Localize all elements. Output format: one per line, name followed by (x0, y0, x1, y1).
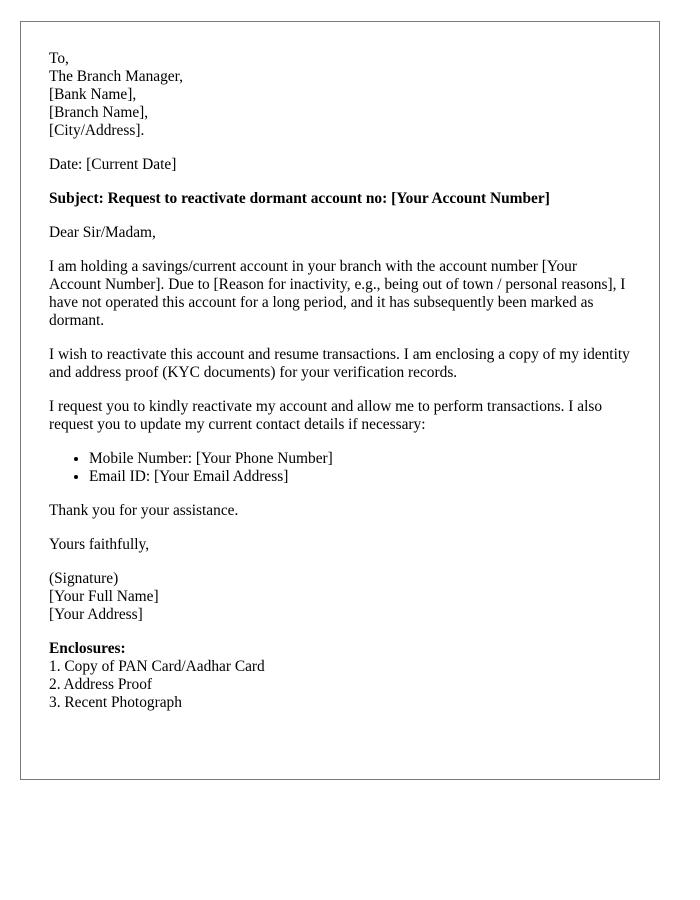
enclosure-item: 3. Recent Photograph (49, 694, 182, 711)
enclosure-item: 2. Address Proof (49, 676, 153, 693)
signature-line: (Signature) (49, 570, 119, 587)
body-paragraph: I wish to reactivate this account and resume transactions. I am enclosing a copy of my identity and address proof (KYC documents) for your verification records. (49, 346, 630, 381)
recipient-line: [Bank Name], (49, 86, 137, 103)
recipient-line: The Branch Manager, (49, 68, 183, 85)
subject-line: Subject: Request to reactivate dormant account no: [Your Account Number] (49, 190, 550, 207)
enclosures-block (49, 640, 631, 712)
signer-address: [Your Address] (49, 606, 143, 623)
signer-name: [Your Full Name] (49, 588, 159, 605)
thanks-line: Thank you for your assistance. (49, 502, 239, 519)
body-paragraph: I am holding a savings/current account in your branch with the account number [Your Account Number]. Due to [Reason for inactivity, e.g., being out of town / personal reasons], I have not operated this account for a long period, and it has subsequently been marked as dormant. (49, 258, 626, 329)
enclosure-item: 1. Copy of PAN Card/Aadhar Card (49, 658, 265, 675)
letter-page (20, 21, 660, 780)
closing-line: Yours faithfully, (49, 536, 150, 553)
enclosures-heading: Enclosures: (49, 640, 126, 657)
contact-details-list (49, 450, 631, 486)
recipient-line: [Branch Name], (49, 104, 149, 121)
body-paragraph: I request you to kindly reactivate my account and allow me to perform transactions. I also request you to update my current contact details if necessary: (49, 398, 603, 433)
date-line: Date: [Current Date] (49, 156, 177, 173)
contact-mobile: • Mobile Number: [Your Phone Number] (89, 450, 631, 468)
recipient-address (49, 50, 631, 140)
contact-email: • Email ID: [Your Email Address] (89, 468, 631, 486)
recipient-line: To, (49, 50, 69, 67)
signature-block (49, 570, 631, 624)
recipient-line: [City/Address]. (49, 122, 145, 139)
salutation: Dear Sir/Madam, (49, 224, 156, 241)
